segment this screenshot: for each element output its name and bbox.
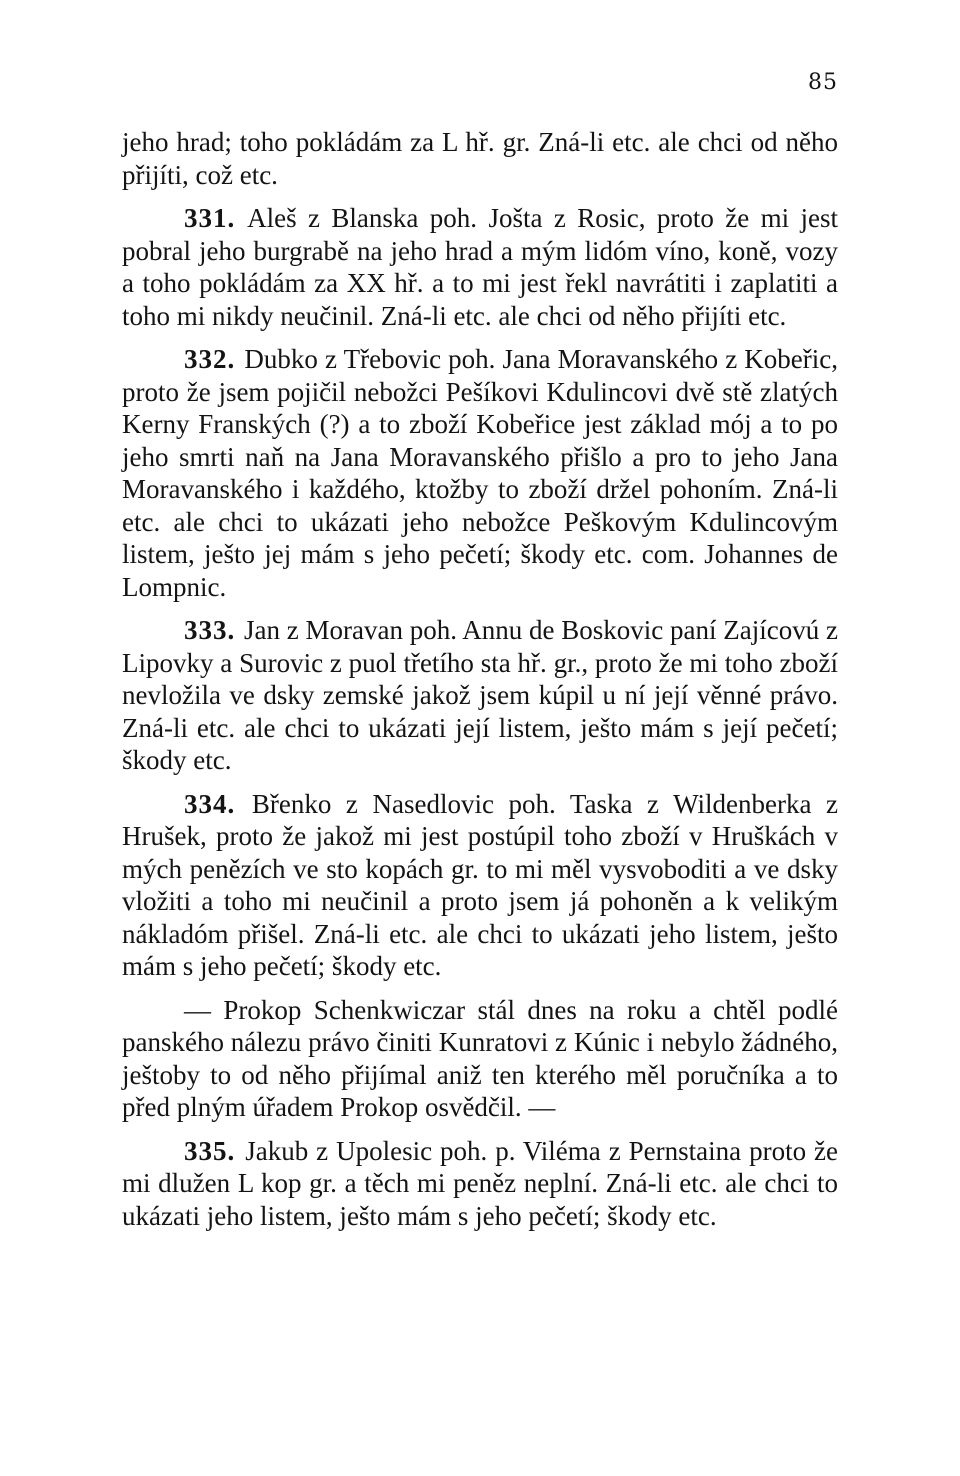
page-text — [122, 126, 838, 1232]
paragraph-text: Břenko z Nasedlovic poh. Taska z Wildenberka z Hrušek, proto že jakož mi jest postúpil toho zboží v Hruškách v mých penězích ve sto kopách gr. to mi měl vysvoboditi a ve dsky vložiti a toho mi neučinil a proto jsem já pohoněn a k velikým nákladóm přišel. Zná-li etc. ale chci to ukázati jeho listem, ješto mám s jeho pečetí; škody etc. — [122, 788, 839, 981]
entry-number: 333. — [184, 615, 236, 645]
paragraph-text: Dubko z Třebovic poh. Jana Moravanského z Kobeřic, proto že jsem pojičil nebožci Pešíkovi Kdulincovi dvě stě zlatých Kerny Franských (?) a to zboží Kobeřice jest základ mój a to po jeho smrti naň na Jana Moravanského přišlo a pro to jeho Jana Moravanského i každého, ktožby to zboží držel pohoním. Zná-li etc. ale chci to ukázati jeho nebožce Peškovým Kdulincovým listem, ješto jej mám s jeho pečetí; škody etc. com. Johannes de Lompnic. — [122, 344, 839, 602]
page-number: 85 — [808, 70, 838, 95]
paragraph-note — [122, 994, 838, 1124]
paragraph-text: — Prokop Schenkwiczar stál dnes na roku a chtěl podlé panského nálezu právo činiti Kunratovi z Kúnic i nebylo žádného, ještoby to od něho přijímal aniž ten kterého měl poručníka a to před plným úřadem Prokop osvědčil. — — [122, 994, 838, 1122]
paragraph-text: Aleš z Blanska poh. Jošta z Rosic, proto že mi jest pobral jeho burgrabě na jeho hrad a mým lidóm víno, koně, vozy a toho pokládám za XX hř. a to mi jest řekl navrátiti i zaplatiti a toho mi nikdy neučinil. Zná-li etc. ale chci od něho přijíti etc. — [122, 203, 838, 331]
paragraph-entry-335 — [122, 1135, 838, 1233]
paragraph-entry-333 — [122, 614, 838, 777]
paragraph-text: Jan z Moravan poh. Annu de Boskovic paní Zajícovú z Lipovky a Surovic z puol třetího sta hř. gr., proto že mi toho zboží nevložila ve dsky zemské jakož jsem kúpil u ní její věnné právo. Zná-li etc. ale chci to ukázati její listem, ješto mám s její pečetí; škody etc. — [122, 615, 838, 775]
entry-number: 332. — [184, 344, 236, 374]
paragraph-entry-334 — [122, 788, 838, 983]
entry-number: 334. — [184, 788, 236, 819]
entry-number: 331. — [184, 203, 236, 233]
paragraph-continuation — [122, 126, 838, 191]
paragraph-entry-332 — [122, 343, 838, 603]
paragraph-text: jeho hrad; toho pokládám za L hř. gr. Zná-li etc. ale chci od něho přijíti, což etc. — [122, 127, 838, 190]
entry-number: 335. — [184, 1135, 236, 1166]
paragraph-text: Jakub z Upolesic poh. p. Viléma z Pernstaina proto že mi dlužen L kop gr. a těch mi peněz neplní. Zná-li etc. ale chci to ukázati jeho listem, ješto mám s jeho pečetí; škody etc. — [122, 1135, 838, 1231]
paragraph-entry-331 — [122, 202, 838, 332]
